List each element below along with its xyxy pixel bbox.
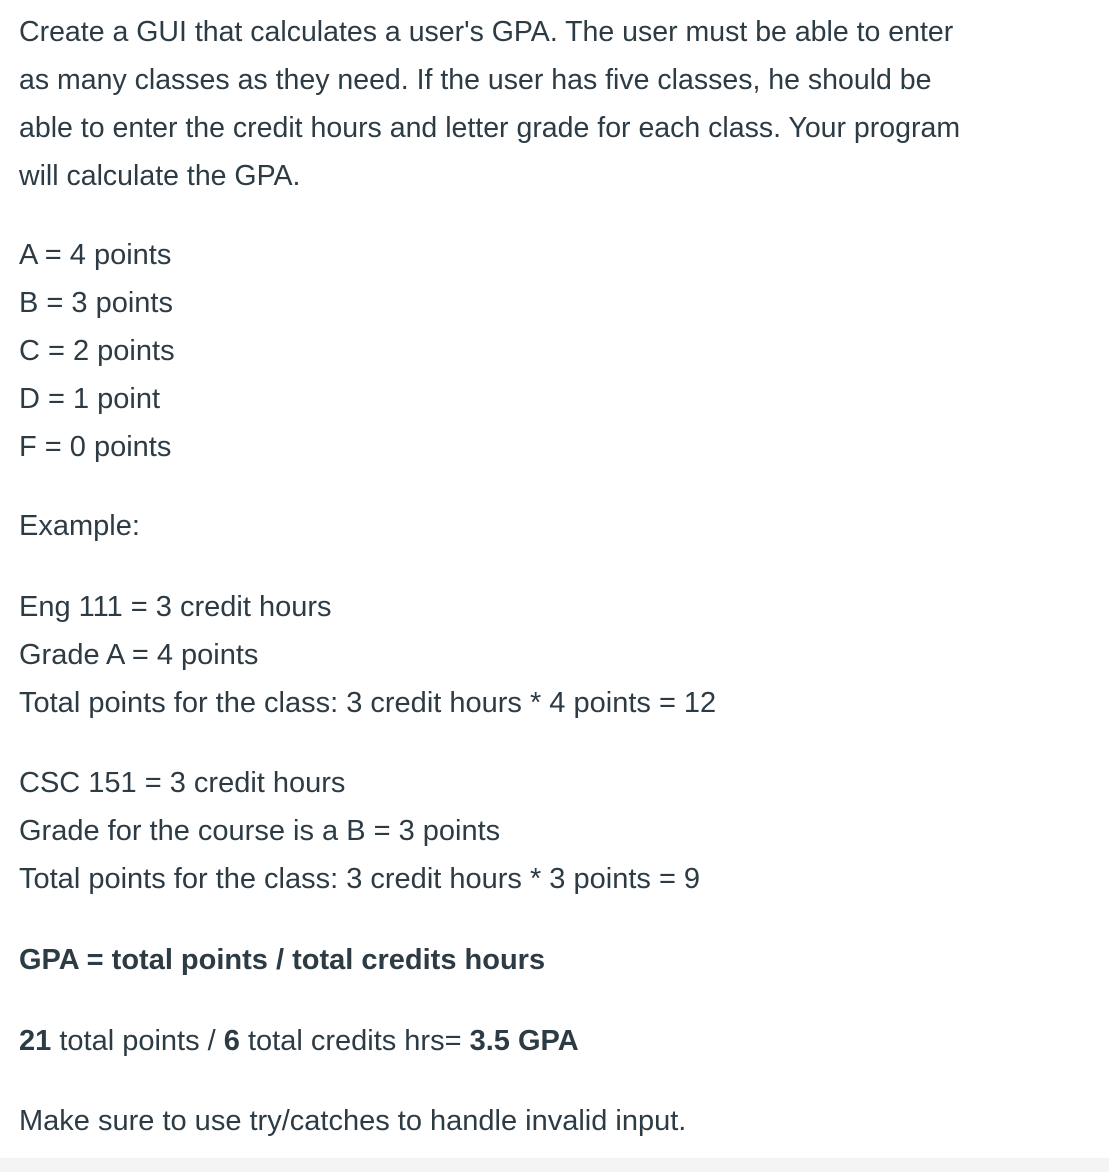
example-line: Total points for the class: 3 credit hours * 3 points = 9 [19,863,701,895]
error-handling-note: Make sure to use try/catches to handle invalid input. [19,1105,687,1137]
grade-scale-item: D = 1 point [19,383,161,415]
grade-scale-item: B = 3 points [19,287,173,319]
intro-line: Create a GUI that calculates a user's GPA. The user must be able to enter [19,16,954,48]
total-points-value: 21 [19,1025,52,1057]
intro-line: will calculate the GPA. [19,160,301,192]
grade-scale-item: A = 4 points [19,239,172,271]
example-heading: Example: [19,510,140,542]
gpa-formula: GPA = total points / total credits hours [19,944,546,976]
page-footer-bar [0,1158,1109,1172]
total-credits-value: 6 [223,1025,240,1057]
example-class-1 [19,583,716,727]
example-line: Grade A = 4 points [19,639,259,671]
total-points-label: total points / [51,1025,224,1057]
total-credits-label: total credits hrs= [239,1025,470,1057]
example-line: Total points for the class: 3 credit hours * 4 points = 12 [19,687,717,719]
grade-scale-item: C = 2 points [19,335,175,367]
example-line: Grade for the course is a B = 3 points [19,815,501,847]
example-line: Eng 111 = 3 credit hours [19,591,332,623]
grade-scale [19,231,175,471]
gpa-result [19,1017,579,1065]
intro-paragraph [19,8,960,200]
intro-line: able to enter the credit hours and letter grade for each class. Your program [19,112,961,144]
gpa-value: 3.5 GPA [469,1025,579,1057]
intro-line: as many classes as they need. If the user has five classes, he should be [19,64,932,96]
grade-scale-item: F = 0 points [19,431,172,463]
example-class-2 [19,759,700,903]
example-line: CSC 151 = 3 credit hours [19,767,346,799]
